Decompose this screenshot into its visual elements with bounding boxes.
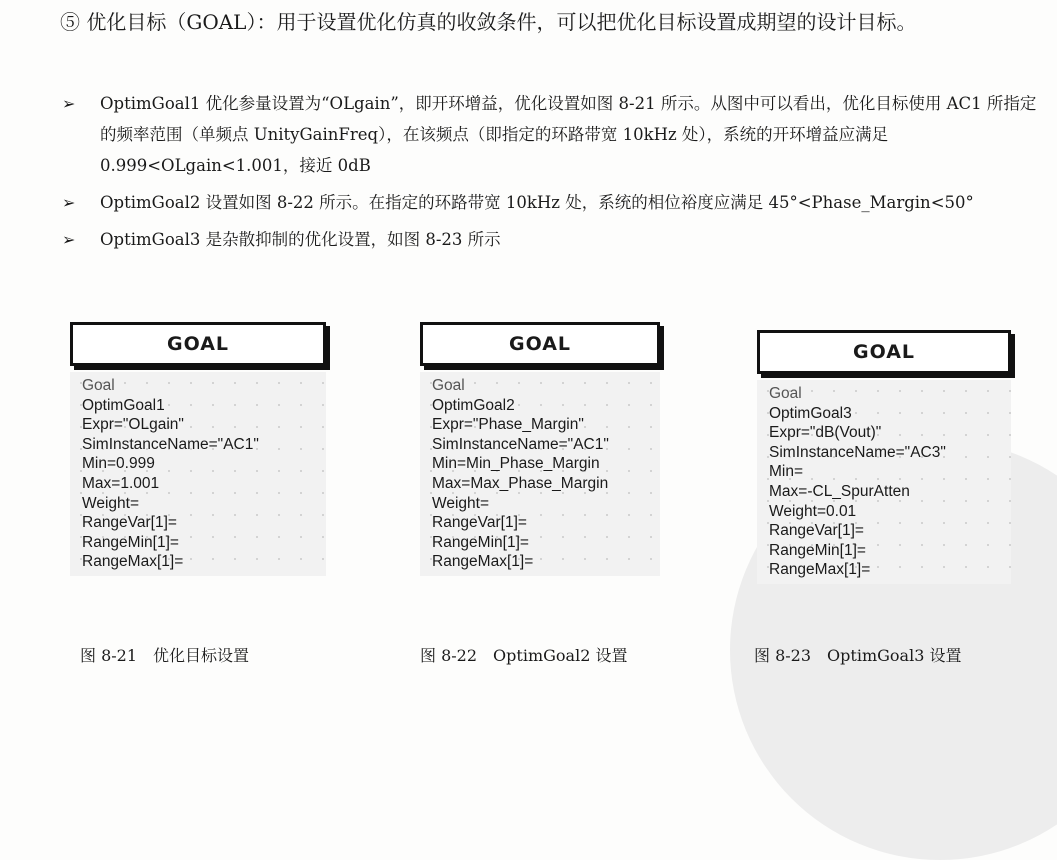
param-line: Weight= bbox=[432, 494, 490, 512]
param-line: Max=-CL_SpurAtten bbox=[769, 482, 910, 500]
param-line: SimInstanceName="AC3" bbox=[769, 443, 946, 461]
param-line: RangeMax[1]= bbox=[769, 561, 871, 579]
arrow-bullet-icon: ➢ bbox=[62, 230, 76, 249]
figure-caption-3 bbox=[754, 645, 961, 667]
param-line: RangeVar[1]= bbox=[432, 514, 527, 532]
intro-paragraph bbox=[12, 6, 1047, 38]
goal-parameters bbox=[70, 372, 326, 576]
param-line: Goal bbox=[82, 377, 115, 394]
param-line: OptimGoal3 bbox=[769, 404, 852, 422]
bullet-item bbox=[62, 224, 1047, 255]
param-line: Goal bbox=[432, 377, 465, 394]
param-line: RangeMin[1]= bbox=[82, 533, 179, 551]
param-line: Min=Min_Phase_Margin bbox=[432, 455, 600, 473]
caption-number: 图 8-22 bbox=[420, 646, 478, 665]
figure-caption-1 bbox=[80, 645, 249, 667]
bullet-item bbox=[62, 187, 1047, 218]
goal-parameters bbox=[420, 372, 660, 576]
caption-number: 图 8-23 bbox=[754, 646, 812, 665]
param-line: Weight=0.01 bbox=[769, 502, 857, 520]
bullet-item bbox=[62, 88, 1047, 181]
caption-text: OptimGoal3 设置 bbox=[827, 646, 962, 665]
param-line: Max=Max_Phase_Margin bbox=[432, 474, 609, 492]
bullet-text: OptimGoal3 是杂散抑制的优化设置，如图 8-23 所示 bbox=[100, 230, 501, 249]
goal-header: GOAL bbox=[757, 330, 1011, 374]
param-line: Max=1.001 bbox=[82, 474, 160, 492]
param-line: RangeMax[1]= bbox=[82, 553, 184, 571]
goal-component-figure-2 bbox=[420, 322, 660, 576]
param-line: RangeMax[1]= bbox=[432, 553, 534, 571]
bullet-text: OptimGoal2 设置如图 8-22 所示。在指定的环路带宽 10kHz 处，系统的相位裕度应满足 45°<Phase_Margin<50° bbox=[100, 193, 974, 212]
goal-header: GOAL bbox=[70, 322, 326, 366]
param-line: SimInstanceName="AC1" bbox=[82, 435, 259, 453]
param-line: Weight= bbox=[82, 494, 140, 512]
arrow-bullet-icon: ➢ bbox=[62, 193, 76, 212]
goal-component-figure-1 bbox=[70, 322, 326, 576]
param-line: RangeMin[1]= bbox=[769, 541, 866, 559]
bullet-list bbox=[62, 88, 1047, 261]
bullet-text: OptimGoal1 优化参量设置为“OLgain”，即开环增益，优化设置如图 8-21 所示。从图中可以看出，优化目标使用 AC1 所指定的频率范围（单频点 UnityGainFreq），在该频点（即指定的环路带宽 10kHz 处），系统的开环增益应满足 0.999<OLgain<1.001，接近 0dB bbox=[100, 94, 1037, 175]
caption-text: 优化目标设置 bbox=[153, 646, 250, 665]
param-line: Expr="Phase_Margin" bbox=[432, 416, 584, 434]
goal-parameters bbox=[757, 380, 1011, 584]
param-line: RangeVar[1]= bbox=[769, 522, 864, 540]
caption-text: OptimGoal2 设置 bbox=[493, 646, 628, 665]
goal-header: GOAL bbox=[420, 322, 660, 366]
param-line: RangeVar[1]= bbox=[82, 514, 177, 532]
param-line: OptimGoal2 bbox=[432, 396, 515, 414]
arrow-bullet-icon: ➢ bbox=[62, 94, 76, 113]
param-line: OptimGoal1 bbox=[82, 396, 165, 414]
goal-component-figure-3 bbox=[757, 330, 1011, 584]
param-line: Expr="dB(Vout)" bbox=[769, 424, 882, 442]
param-line: SimInstanceName="AC1" bbox=[432, 435, 609, 453]
param-line: Min= bbox=[769, 463, 804, 481]
param-line: Expr="OLgain" bbox=[82, 416, 184, 434]
param-line: Goal bbox=[769, 385, 802, 402]
caption-number: 图 8-21 bbox=[80, 646, 138, 665]
param-line: Min=0.999 bbox=[82, 455, 155, 473]
figure-caption-2 bbox=[420, 645, 627, 667]
param-line: RangeMin[1]= bbox=[432, 533, 529, 551]
intro-text: ⑤ 优化目标（GOAL）：用于设置优化仿真的收敛条件，可以把优化目标设置成期望的设计目标。 bbox=[60, 10, 917, 34]
